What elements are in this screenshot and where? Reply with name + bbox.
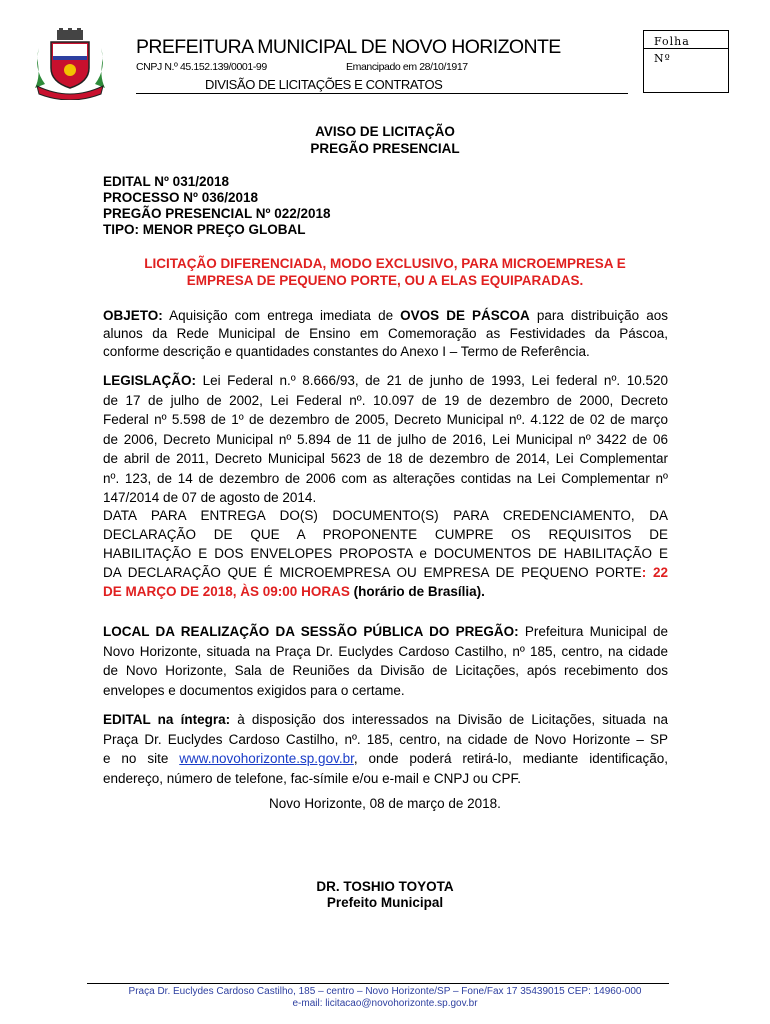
diferenciada-line-2: EMPRESA DE PEQUENO PORTE, OU A ELAS EQUIPARADAS. bbox=[186, 273, 584, 288]
folha-label: Folha bbox=[654, 35, 690, 48]
edital-integra-text: à disposição dos interessados na Divisão de Licitações, situada na bbox=[230, 712, 668, 727]
header-title: PREFEITURA MUNICIPAL DE NOVO HORIZONTE bbox=[136, 36, 561, 58]
local-line: de Novo Horizonte, Sala de Reuniões da Divisão de Licitações, após recebimento dos bbox=[103, 663, 668, 678]
footer-email: e-mail: licitacao@novohorizonte.sp.gov.br bbox=[292, 998, 478, 1009]
local-label: LOCAL DA REALIZAÇÃO DA SESSÃO PÚBLICA DO PREGÃO: bbox=[103, 624, 519, 639]
local-line: envelopes e documentos exigidos para o certame. bbox=[103, 682, 405, 698]
entrega-timezone: (horário de Brasília). bbox=[349, 584, 485, 599]
tipo-line: TIPO: MENOR PREÇO GLOBAL bbox=[103, 222, 306, 237]
header-emancipado: Emancipado em 28/10/1917 bbox=[346, 61, 468, 73]
data-entrega-paragraph bbox=[103, 506, 668, 601]
signatory-role: Prefeito Municipal bbox=[326, 895, 444, 910]
legislacao-line: de 2006, Decreto Municipal nº 5.894 de 11 de julho de 2016, Lei Municipal nº 3422 de 06 bbox=[103, 431, 668, 447]
legislacao-line: Federal nº 5.598 de 1º de dezembro de 2005, Decreto Municipal nº. 4.122 de 02 de março bbox=[103, 412, 668, 427]
footer-rule bbox=[87, 983, 669, 984]
notice-heading: AVISO DE LICITAÇÃO bbox=[315, 124, 455, 139]
municipal-crest-logo bbox=[31, 28, 109, 100]
objeto-text: Aquisição com entrega imediata de bbox=[169, 308, 401, 323]
local-paragraph bbox=[103, 622, 668, 700]
objeto-paragraph bbox=[103, 307, 668, 361]
local-text: Prefeitura Municipal de bbox=[518, 624, 668, 639]
pregao-number: PREGÃO PRESENCIAL Nº 022/2018 bbox=[103, 206, 331, 221]
data-entrega-line: HABILITAÇÃO E DOS ENVELOPES PROPOSTA e DOCUMENTOS DE HABILITAÇÃO E bbox=[103, 546, 668, 561]
objeto-text: para distribuição aos bbox=[529, 308, 669, 323]
legislacao-line: 147/2014 de 07 de agosto de 2014. bbox=[103, 490, 317, 505]
header-division: DIVISÃO DE LICITAÇÕES E CONTRATOS bbox=[205, 77, 443, 92]
crest-left-branch bbox=[35, 48, 45, 88]
entrega-date-time: DE MARÇO DE 2018, ÀS 09:00 HORAS bbox=[103, 584, 350, 599]
legislacao-line: de 17 de julho de 2002, Lei Federal nº. 10.097 de 19 de dezembro de 2000, Decreto bbox=[103, 392, 668, 408]
edital-integra-line: endereço, número de telefone, fac-símile e/ou e-mail e CNPJ ou CPF. bbox=[103, 770, 521, 786]
data-entrega-line: DATA PARA ENTREGA DO(S) DOCUMENTO(S) PARA CREDENCIAMENTO, DA bbox=[103, 508, 668, 523]
entrega-date-part: : 22 bbox=[641, 565, 669, 580]
objeto-line: conforme descrição e quantidades constantes do Anexo I – Termo de Referência. bbox=[103, 344, 590, 359]
legislacao-line: nº. 123, de 14 de dezembro de 2006 com as alterações contidas na Lei Complementar nº bbox=[103, 470, 668, 486]
crest-right-branch bbox=[95, 48, 105, 88]
signatory-name: DR. TOSHIO TOYOTA bbox=[316, 879, 454, 894]
processo-number: PROCESSO Nº 036/2018 bbox=[103, 190, 259, 205]
objeto-line: alunos da Rede Municipal de Ensino em Comemoração as Festividades da Páscoa, bbox=[103, 326, 668, 341]
data-entrega-line: DECLARAÇÃO DE QUE A PROPONENTE CUMPRE OS REQUISITOS DE bbox=[103, 527, 668, 542]
edital-number: EDITAL Nº 031/2018 bbox=[103, 174, 229, 189]
header-rule bbox=[136, 93, 628, 94]
local-line: Novo Horizonte, situada na Praça Dr. Euclydes Cardoso Castilho, nº 185, centro, na cidade bbox=[103, 643, 668, 659]
legislacao-label: LEGISLAÇÃO: bbox=[103, 373, 196, 388]
numero-label: Nº bbox=[654, 52, 671, 65]
objeto-product: OVOS DE PÁSCOA bbox=[400, 308, 530, 323]
legislacao-line: de abril de 2011, Decreto Municipal 5623 de 18 de dezembro de 2014, Lei Complementar bbox=[103, 451, 668, 466]
date-line: Novo Horizonte, 08 de março de 2018. bbox=[269, 796, 501, 811]
footer-address: Praça Dr. Euclydes Cardoso Castilho, 185 – centro – Novo Horizonte/SP – Fone/Fax 17 35439015 CEP: 14960-000 bbox=[128, 986, 642, 997]
data-entrega-line: DA DECLARAÇÃO QUE É MICROEMPRESA OU EMPRESA DE PEQUENO PORTE bbox=[103, 565, 642, 580]
edital-integra-paragraph bbox=[103, 710, 668, 788]
edital-integra-text: , onde poderá retirá-lo, mediante identificação, bbox=[353, 751, 668, 766]
diferenciada-line-1: LICITAÇÃO DIFERENCIADA, MODO EXCLUSIVO, PARA MICROEMPRESA E bbox=[144, 256, 626, 271]
folha-divider bbox=[643, 48, 729, 49]
edital-integra-text: e no site bbox=[103, 751, 180, 766]
objeto-label: OBJETO: bbox=[103, 308, 163, 323]
legislacao-paragraph bbox=[103, 371, 668, 508]
legislacao-text: Lei Federal n.º 8.666/93, de 21 de junho de 1993, Lei federal nº. 10.520 bbox=[196, 373, 668, 388]
edital-integra-line: Praça Dr. Euclydes Cardoso Castilho, nº. 185, centro, na cidade de Novo Horizonte – SP bbox=[103, 731, 668, 747]
edital-integra-label: EDITAL na íntegra: bbox=[103, 712, 231, 727]
header-cnpj: CNPJ N.º 45.152.139/0001-99 bbox=[136, 61, 267, 73]
notice-subheading: PREGÃO PRESENCIAL bbox=[310, 141, 460, 156]
website-link[interactable]: www.novohorizonte.sp.gov.br bbox=[179, 751, 354, 766]
